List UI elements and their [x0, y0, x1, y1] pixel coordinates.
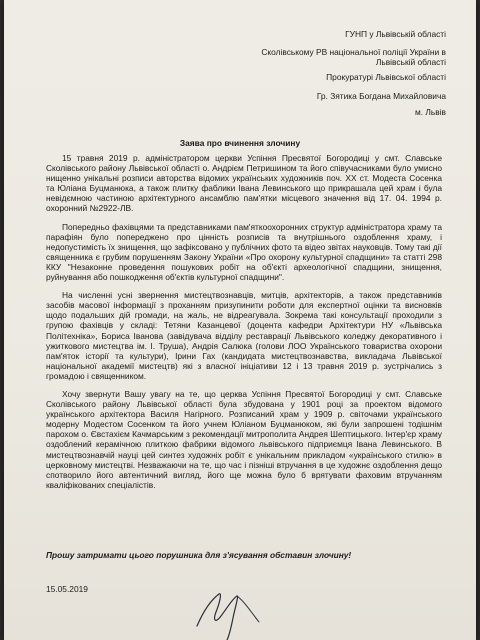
- letter-page: [4, 0, 476, 640]
- sender-city: [415, 107, 446, 117]
- paragraph-appeals: На численні усні звернення мистецтвознавців, митців, архітекторів, а також представників засобів масової інформації з проханням призупинити роботи для експертної оцінки та висновків щодо подальших дій громади, на жаль, не відреагувала. Зокрема такі консультації проходили з групою фахівців у складі: Тетяни Казанцевої (доцента кафедри Архітектури НУ «Львівська Політехніка», Бориса Іванова (завідувача відділу реставрації Львівського коледжу декоративного і ужиткового мистецтва ім. І. Труша), Андрія Салюка (голови ЛОО Українського товариства охорони пам'яток історії та культури), Ірини Гах (кандидата мистецтвознавства, викладача Львівської національної академії мистецтв) які з власної ініціативи 12 і 13 травня 2019 р. зустрічались з громадою і священником.: [46, 290, 442, 381]
- addressee-line: ГУНП у Львівській області: [345, 29, 446, 39]
- document-title: Заява про вчинення злочину: [179, 138, 301, 148]
- request-statement: Прошу затримати цього порушника для з'ясування обставин злочину!: [46, 550, 352, 560]
- addressee-line: Гр. Зятика Богдана Михайловича: [316, 91, 446, 101]
- document-body: [46, 153, 442, 498]
- addressee-district-police: [261, 47, 446, 67]
- addressee-line: м. Львів: [414, 107, 446, 117]
- paragraph-history: Хочу звернути Вашу увагу на те, що церква Успіння Пресвятої Богородиці у смт. Славське Сколівського району Львівської області була збудована у 1901 році за проектом відомого українського архітектора Василя Нагірного. Розписаний храм у 1909 р. світочами українського модерну Модестом Сосенком та його учнем Юліаном Буцманюком, які були запрошені тодішнім парохом о. Євстахієм Качмарським з рекомендації митрополита Андрея Шептицького. Інтер'єр храму оздоблений керамічною плиткою фабрики відомого львівського підприємця Івана Левинського. В мистецтвознавчій науці цей синтез художніх робіт є унікальним прикладом «українського стилю» в церковному мистецтві. Незважаючи на те, що час і пізніші втручання в це художнє оздоблення дещо спотворило його автентичний вигляд, його ще можна було б врятувати фаховим втручанням кваліфікованих спеціалістів.: [46, 388, 442, 490]
- addressee-prosecutor: [326, 72, 446, 82]
- handwritten-signature: [189, 582, 279, 640]
- sender-name: [317, 91, 446, 101]
- addressee-line: Прокуратурі Львівської області: [326, 72, 446, 82]
- addressee-line: Львівській області: [375, 57, 446, 68]
- paragraph-warnings: Попередньо фахівцями та представниками пам'яткоохоронних структур адміністратора храму та парафіян було попереджено про цінність розписів та внутрішнього оздоблення храму, і недопустимість їх знищення, що зафіксовано у публічних фото та відео звітах науковців. Тому такі дії священника є грубим порушенням Закону України «Про охорону культурної спадщини» та статті 298 ККУ "Незаконне проведення пошукових робіт на об'єкті археологічної спадщини, знищення, руйнування або пошкодження об'єктів культурної спадщини".: [46, 221, 442, 283]
- addressee-line: Сколівському РВ національної поліції України в: [261, 47, 446, 57]
- addressee-police-department: [345, 29, 446, 39]
- paragraph-incident: 15 травня 2019 р. адміністратором церкви Успіння Пресвятої Богородиці у смт. Славське Сколівського району Львівської області о. Андрієм Петришином та його співучасниками було умисно нищенно унікальні розписи авторства відомих українських художників поч. ХХ ст. Модеста Сосенка та Юліана Буцманюка, а також плитку фаблики Івана Левинського що прикрашала цей храм і була невідємною частиною архітектурного ансамблю пам'ятки місцевого значення від 17. 04. 1994 р. охоронний №2922-ЛВ.: [46, 153, 442, 214]
- document-date: 15.05.2019: [46, 584, 88, 594]
